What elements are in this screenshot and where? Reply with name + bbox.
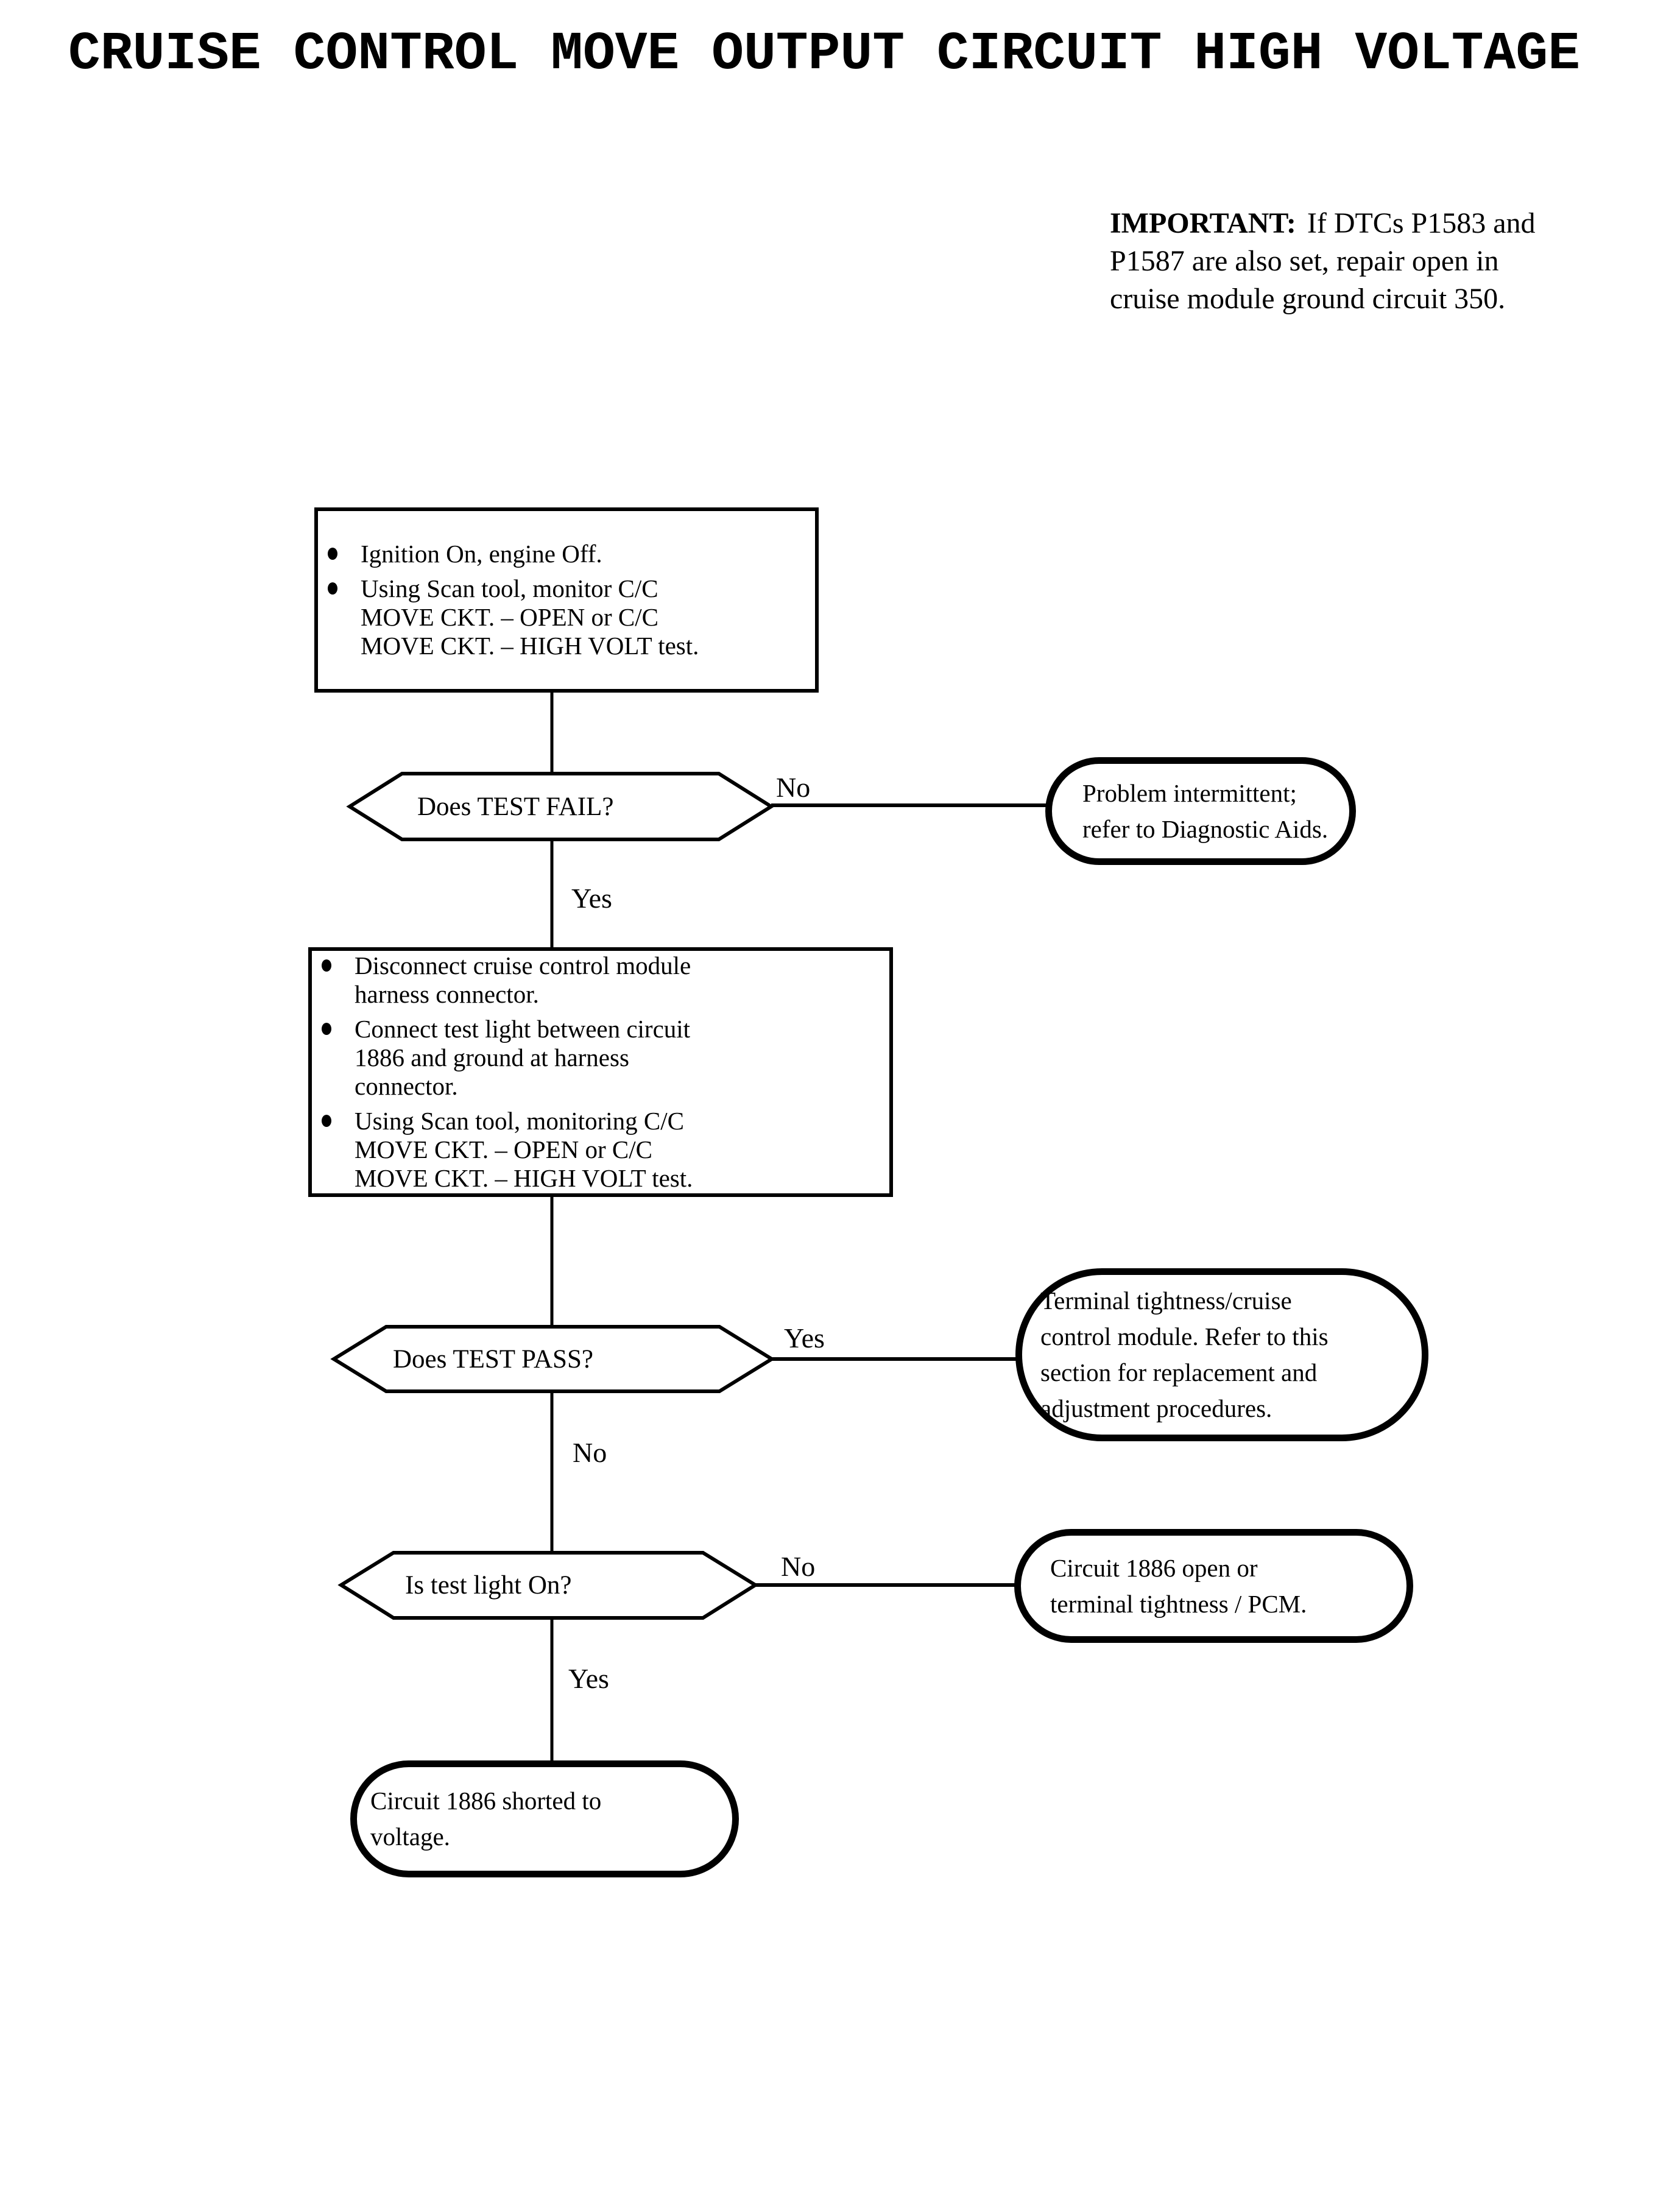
terminal-box-circuit-open — [1014, 1529, 1413, 1643]
bullet-icon — [322, 1115, 331, 1127]
branch-label-yes-3: Yes — [568, 1663, 609, 1694]
step2-bullet1-line1: Disconnect cruise control module — [355, 951, 691, 980]
result2-line4: adjustment procedures. — [1040, 1394, 1272, 1422]
branch-label-no-1: No — [776, 772, 811, 803]
result2-line3: section for replacement and — [1040, 1358, 1318, 1386]
important-text-3: cruise module ground circuit 350. — [1110, 283, 1506, 315]
result4-line1: Circuit 1886 shorted to — [370, 1787, 602, 1815]
important-text-1: If DTCs P1583 and — [1307, 207, 1536, 239]
step1-bullet1-line1: Ignition On, engine Off. — [361, 540, 602, 568]
result1-line2: refer to Diagnostic Aids. — [1082, 814, 1329, 843]
branch-label-no-3: No — [781, 1551, 816, 1582]
result4-line2: voltage. — [370, 1823, 450, 1851]
step1-bullet2-line2: MOVE CKT. – OPEN or C/C — [361, 603, 658, 631]
branch-label-no-2: No — [573, 1437, 607, 1468]
result2-line1: Terminal tightness/cruise — [1040, 1287, 1292, 1315]
bullet-icon — [322, 1023, 331, 1035]
step2-bullet2-line2: 1886 and ground at harness — [355, 1043, 629, 1071]
process-box-initial-test — [314, 507, 819, 693]
terminal-box-terminal-tightness-module — [1015, 1268, 1428, 1441]
terminal-box-circuit-shorted — [350, 1760, 739, 1877]
result3-line1: Circuit 1886 open or — [1050, 1553, 1258, 1582]
branch-label-yes-1: Yes — [571, 883, 612, 914]
step2-bullet3-line2: MOVE CKT. – OPEN or C/C — [355, 1135, 652, 1163]
page-title: CRUISE CONTROL MOVE OUTPUT CIRCUIT HIGH VOLTAGE — [68, 24, 1581, 85]
result2-line2: control module. Refer to this — [1040, 1322, 1329, 1350]
step2-bullet2-line1: Connect test light between circuit — [355, 1015, 691, 1043]
step1-bullet2-line1: Using Scan tool, monitor C/C — [361, 574, 658, 602]
step1-bullet2-line3: MOVE CKT. – HIGH VOLT test. — [361, 632, 699, 660]
decision3-question: Is test light On? — [405, 1571, 572, 1600]
bullet-item — [312, 951, 889, 1009]
step2-bullet1-line2: harness connector. — [355, 980, 539, 1008]
branch-label-yes-2: Yes — [784, 1322, 825, 1354]
bullet-item — [318, 574, 815, 660]
process-box-test-light — [308, 947, 893, 1197]
bullet-item — [312, 1107, 889, 1193]
result3-line2: terminal tightness / PCM. — [1050, 1589, 1307, 1618]
decision2-question: Does TEST PASS? — [393, 1344, 593, 1374]
terminal-box-problem-intermittent — [1045, 757, 1356, 865]
important-text-2: P1587 are also set, repair open in — [1110, 245, 1499, 277]
bullet-icon — [322, 959, 331, 972]
bullet-item — [318, 540, 815, 568]
step2-bullet2-line3: connector. — [355, 1072, 458, 1100]
important-label: IMPORTANT: — [1110, 207, 1296, 239]
step2-bullet3-line3: MOVE CKT. – HIGH VOLT test. — [355, 1164, 693, 1192]
decision1-question: Does TEST FAIL? — [417, 792, 614, 821]
result1-line1: Problem intermittent; — [1082, 778, 1297, 807]
step2-bullet3-line1: Using Scan tool, monitoring C/C — [355, 1107, 684, 1135]
bullet-item — [312, 1015, 889, 1101]
bullet-icon — [328, 582, 337, 595]
bullet-icon — [328, 548, 337, 560]
